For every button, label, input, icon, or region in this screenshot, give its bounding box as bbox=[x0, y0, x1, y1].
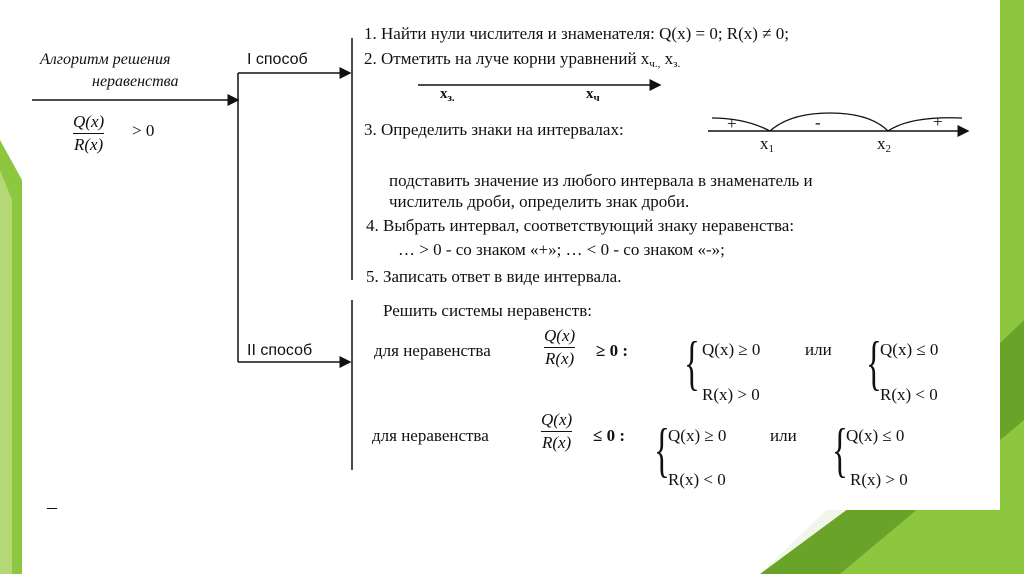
row2-label: для неравенства bbox=[372, 426, 489, 445]
method-2-label: II способ bbox=[247, 342, 313, 359]
step-3: 3. Определить знаки на интервалах: bbox=[364, 120, 624, 139]
ray1-label-right-text: х bbox=[586, 86, 594, 102]
row2-brace-a: { bbox=[654, 417, 670, 483]
step-2-sub1: ч., bbox=[649, 58, 661, 70]
row2-relation: ≤ 0 : bbox=[593, 426, 625, 445]
footer-dash: – bbox=[47, 496, 57, 518]
row1-brace-b: { bbox=[866, 330, 882, 396]
row1-label: для неравенства bbox=[374, 341, 491, 360]
left-title-line2: неравенства bbox=[92, 73, 179, 90]
interval-arc-3 bbox=[888, 118, 962, 131]
ray1-label-left-sub: з. bbox=[447, 92, 455, 104]
step-2 bbox=[364, 49, 680, 74]
sign-plus-right: + bbox=[933, 112, 943, 131]
row2-system-a-bottom: R(x) < 0 bbox=[668, 470, 726, 489]
row1-fraction-den: R(x) bbox=[544, 349, 575, 368]
row2-system-b-bottom: R(x) > 0 bbox=[850, 470, 908, 489]
row1-relation: ≥ 0 : bbox=[596, 341, 628, 360]
row1-system-b-top: Q(x) ≤ 0 bbox=[880, 340, 939, 359]
row1-system-a-bottom: R(x) > 0 bbox=[702, 385, 760, 404]
row1-system-a-top: Q(x) ≥ 0 bbox=[702, 340, 761, 359]
ray1-label-left-text: х bbox=[440, 86, 448, 102]
interval-arc-1 bbox=[712, 118, 770, 131]
interval-arc-2 bbox=[770, 113, 888, 131]
left-inequality: > 0 bbox=[132, 121, 155, 140]
root-x1-text: x bbox=[760, 134, 769, 153]
fraction-bar bbox=[541, 431, 572, 432]
step-4-detail: … > 0 - со знаком «+»; … < 0 - со знаком «-»; bbox=[398, 240, 725, 259]
step-3-desc-line1: подставить значение из любого интервала в знаменатель и bbox=[389, 171, 813, 190]
row1-fraction-num: Q(x) bbox=[544, 326, 576, 345]
row1-fraction bbox=[544, 326, 575, 369]
step-5: 5. Записать ответ в виде интервала. bbox=[366, 267, 622, 286]
left-title-line1: Алгоритм решения bbox=[40, 51, 171, 68]
root-x2-sub: 2 bbox=[885, 143, 891, 155]
left-fraction bbox=[73, 112, 104, 155]
row2-fraction-num: Q(x) bbox=[541, 410, 573, 429]
row1-brace-a: { bbox=[684, 330, 700, 396]
root-x1-sub: 1 bbox=[768, 143, 774, 155]
sign-minus: - bbox=[815, 113, 821, 132]
row2-or: или bbox=[770, 426, 797, 445]
step-4: 4. Выбрать интервал, соответствующий знаку неравенства: bbox=[366, 216, 795, 235]
row2-fraction-den: R(x) bbox=[541, 433, 572, 452]
left-fraction-den: R(x) bbox=[73, 135, 104, 154]
row2-system-a-top: Q(x) ≥ 0 bbox=[668, 426, 727, 445]
method-1-label: I способ bbox=[247, 51, 308, 68]
step-2-text: 2. Отметить на луче корни уравнений х bbox=[364, 49, 650, 68]
ray1-label-right bbox=[586, 84, 600, 108]
row1-or: или bbox=[805, 340, 832, 359]
row2-brace-b: { bbox=[832, 417, 848, 483]
step-2-sub2: з. bbox=[673, 58, 681, 70]
step-2-mid: х bbox=[660, 49, 674, 68]
row1-system-b-bottom: R(x) < 0 bbox=[880, 385, 938, 404]
left-fraction-num: Q(x) bbox=[73, 112, 105, 131]
method-2-title: Решить системы неравенств: bbox=[383, 301, 592, 320]
row2-fraction bbox=[541, 410, 572, 453]
root-x2-text: x bbox=[877, 134, 886, 153]
sign-plus-left: + bbox=[727, 114, 737, 133]
root-x1 bbox=[760, 134, 774, 159]
row2-system-b-top: Q(x) ≤ 0 bbox=[846, 426, 905, 445]
ray1-label-left bbox=[440, 84, 455, 108]
ray1-label-right-sub: ч bbox=[593, 92, 600, 104]
fraction-bar bbox=[73, 133, 104, 134]
fraction-bar bbox=[544, 347, 575, 348]
root-x2 bbox=[877, 134, 891, 159]
step-3-desc-line2: числитель дроби, определить знак дроби. bbox=[389, 192, 690, 211]
step-1: 1. Найти нули числителя и знаменателя: Q(x) = 0; R(x) ≠ 0; bbox=[364, 24, 790, 43]
